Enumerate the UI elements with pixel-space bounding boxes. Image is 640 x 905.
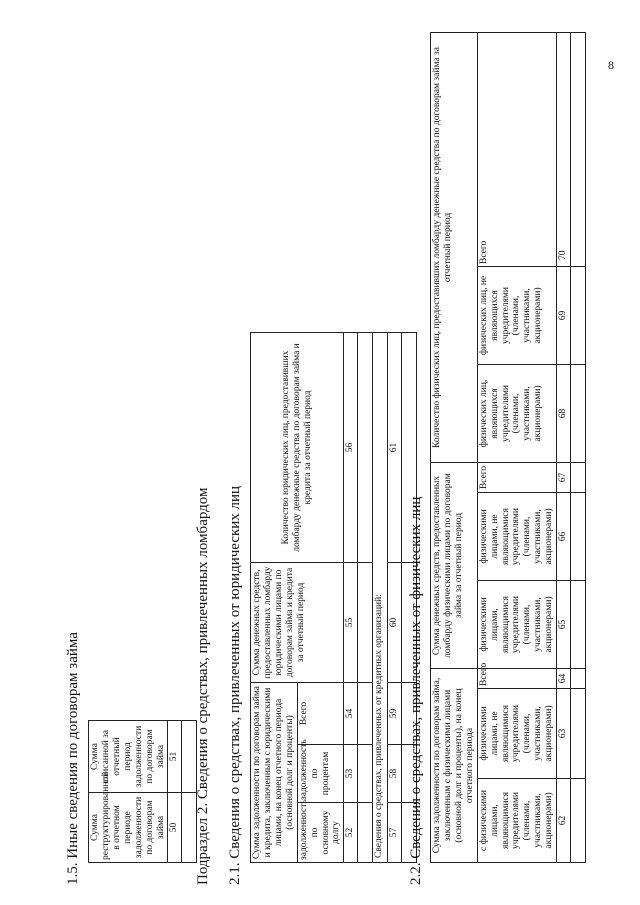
table-1-5 (88, 720, 197, 863)
header-non-founder-individuals: физическими лицами, не являющимися учредителями (членами, участниками, акционерами) (477, 493, 556, 581)
header-funds-from-legal-entities: Сумма денежных средств, предоставленных ломбарду юридическими лицами по договорам займа и кредита за отчетный период (251, 563, 344, 683)
header-debt-legal-entities: Сумма задолженности по договорам займа и кредита, заключенным с юридическими лицами, на конец отчетного периода (основной долг и проценты) (251, 683, 298, 863)
code-cell: 56 (344, 333, 358, 563)
table-2-2 (430, 32, 586, 863)
code-cell: 66 (557, 493, 571, 581)
header-count-individuals: Количество физических лиц, предоставивших ломбарду денежные средства по договорам займа за отчетный период (431, 32, 478, 462)
value-cell (358, 683, 373, 745)
value-cell (571, 32, 586, 266)
header-founder-individuals: с физическими лицами, являющимися учредителями (членами, участниками, акционерами) (477, 779, 556, 863)
code-cell: 61 (388, 333, 402, 563)
code-cell: 52 (344, 803, 358, 863)
header-total: Всего (297, 683, 344, 745)
value-cell (571, 365, 586, 463)
code-cell: 54 (344, 683, 358, 745)
header-debt-individuals: Сумма задолженности по договорам займа, заключенным с физическими лицами (основной долг и проценты), на конец отчетного периода (431, 669, 478, 863)
value-cell (358, 745, 373, 803)
header-founder-individuals: физическими лицами, являющимися учредителями (членами, участниками, акционерами) (477, 581, 556, 669)
table-2-1 (250, 332, 417, 863)
header-total: Всего (477, 463, 556, 493)
value-cell (571, 689, 586, 779)
header-founder-individuals: физических лиц, являющихся учредителями (членами, участниками, акционерами) (477, 365, 556, 463)
header-written-off-debt: Сумма списанной за отчетный период задолженности по договорам займа (89, 721, 168, 793)
header-total: Всего (477, 32, 556, 266)
code-cell: 57 (388, 803, 402, 863)
section-2-2-heading: 2.2. Сведения о средствах, привлеченных от физических лиц (408, 496, 424, 885)
value-cell (358, 563, 373, 683)
code-cell: 67 (557, 463, 571, 493)
value-cell (571, 493, 586, 581)
code-cell: 63 (557, 689, 571, 779)
value-cell (571, 581, 586, 669)
header-principal-debt: задолженность по основному долгу (297, 803, 344, 863)
value-cell (571, 463, 586, 493)
header-non-founder-individuals: физических лиц, не являющихся учредителями (членами, участниками, акционерами) (477, 267, 556, 365)
code-cell: 64 (557, 669, 571, 689)
code-cell: 53 (344, 745, 358, 803)
code-cell: 70 (557, 32, 571, 266)
code-cell: 55 (344, 563, 358, 683)
code-cell: 58 (388, 745, 402, 803)
header-interest-debt: задолженность по процентам (297, 745, 344, 803)
value-cell (571, 669, 586, 689)
section-1-5-heading: 1.5. Иные сведения по договорам займа (65, 632, 81, 885)
section-2-1-heading: 2.1. Сведения о средствах, привлеченных от юридических лиц (227, 485, 243, 885)
code-cell: 62 (557, 779, 571, 863)
header-count-legal-entities: Количество юридических лиц, предоставивших ломбарду денежные средства по договорам займа и кредита за отчетный период (251, 333, 344, 563)
value-cell (358, 333, 373, 563)
code-cell: 51 (168, 721, 182, 793)
value-cell (571, 267, 586, 365)
header-non-founder-individuals: физическими лицами, не являющимися учредителями (членами, участниками, акционерами) (477, 689, 556, 779)
code-cell: 65 (557, 581, 571, 669)
subsection-2-heading: Подраздел 2. Сведения о средствах, привлеченных ломбардом (195, 487, 211, 885)
code-cell: 50 (168, 793, 182, 863)
code-cell: 69 (557, 267, 571, 365)
code-cell: 68 (557, 365, 571, 463)
header-funds-from-individuals: Сумма денежных средств, предоставленных ломбарду физическими лицами по договорам займа за отчетный период (431, 463, 478, 669)
credit-organizations-row: Сведения о средствах, привлеченных от кредитных организаций: (373, 333, 388, 863)
page-number: 8 (608, 58, 614, 72)
header-total: Всего (477, 669, 556, 689)
code-cell: 59 (388, 683, 402, 745)
code-cell: 60 (388, 563, 402, 683)
header-restructured-debt: Сумма реструктурированной в отчетном периоде задолженности по договорам займа (89, 793, 168, 863)
value-cell (571, 779, 586, 863)
value-cell (358, 803, 373, 863)
